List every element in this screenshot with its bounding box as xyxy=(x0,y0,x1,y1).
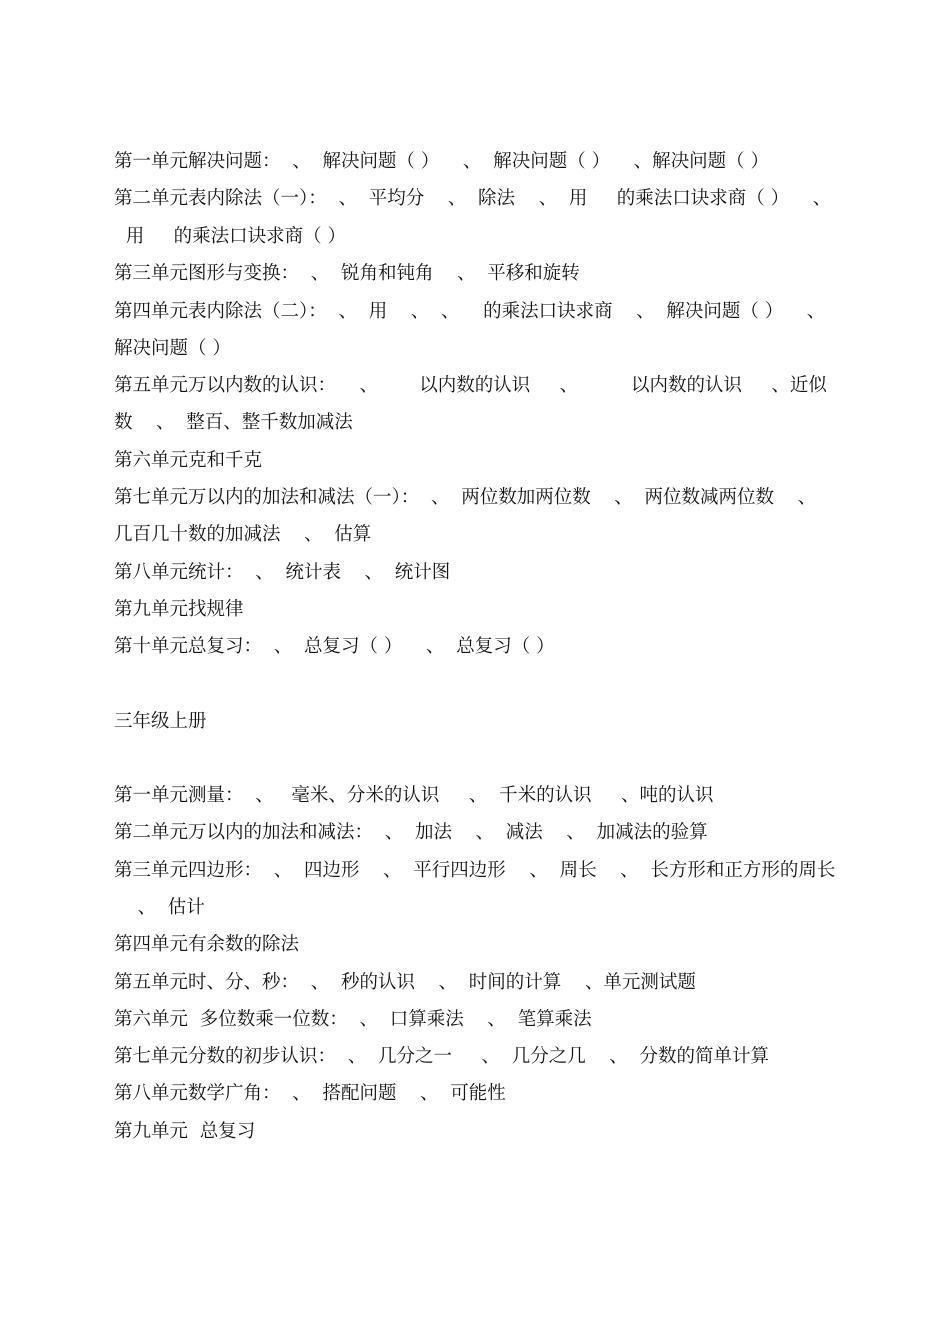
grade2-unit-6: 第六单元克和千克 xyxy=(114,450,263,471)
grade3-unit-4: 第四单元有余数的除法 xyxy=(114,934,300,955)
grade3-heading: 三年级上册 xyxy=(114,711,207,732)
grade2-unit-4-cont: 解决问题（ ） xyxy=(114,338,231,359)
grade2-unit-3: 第三单元图形与变换： 、 锐角和钝角 、 平移和旋转 xyxy=(114,263,580,284)
grade3-unit-7: 第七单元分数的初步认识： 、 几分之一 、 几分之几 、 分数的简单计算 xyxy=(114,1046,769,1067)
grade2-unit-4: 第四单元表内除法（二）： 、 用 、 、 的乘法口诀求商 、 解决问题（ ） 、 xyxy=(114,301,826,322)
grade2-unit-1: 第一单元解决问题： 、 解决问题（ ） 、 解决问题（ ） 、解决问题（ ） xyxy=(114,151,769,172)
grade2-unit-8: 第八单元统计： 、 统计表 、 统计图 xyxy=(114,562,451,583)
grade2-unit-9: 第九单元找规律 xyxy=(114,599,244,620)
grade3-unit-6: 第六单元 多位数乘一位数： 、 口算乘法 、 笔算乘法 xyxy=(114,1009,592,1030)
grade3-unit-8: 第八单元数学广角： 、 搭配问题 、 可能性 xyxy=(114,1083,506,1104)
grade3-unit-9: 第九单元 总复习 xyxy=(114,1121,256,1142)
grade2-unit-7: 第七单元万以内的加法和减法（一）： 、 两位数加两位数 、 两位数减两位数 、 xyxy=(114,487,817,508)
grade3-unit-5: 第五单元时、分、秒： 、 秒的认识 、 时间的计算 、单元测试题 xyxy=(114,972,696,993)
grade2-unit-2-cont: 用 的乘法口诀求商（ ） xyxy=(114,226,347,247)
grade3-unit-3: 第三单元四边形： 、 四边形 、 平行四边形 、 周长 、 长方形和正方形的周长 xyxy=(114,860,836,881)
grade3-unit-3-cont: 、 估计 xyxy=(114,897,205,918)
grade3-unit-1: 第一单元测量： 、 毫米、分米的认识 、 千米的认识 、吨的认识 xyxy=(114,785,714,806)
grade2-unit-10: 第十单元总复习： 、 总复习（ ） 、 总复习（ ） xyxy=(114,636,555,657)
grade2-unit-5: 第五单元万以内数的认识： 、 以内数的认识 、 以内数的认识 、近似 xyxy=(114,375,827,396)
grade2-unit-2: 第二单元表内除法（一）： 、 平均分 、 除法 、 用 的乘法口诀求商（ ） 、 xyxy=(114,188,832,209)
grade3-unit-2: 第二单元万以内的加法和减法： 、 加法 、 减法 、 加减法的验算 xyxy=(114,822,708,843)
grade2-unit-7-cont: 几百几十数的加减法 、 估算 xyxy=(114,524,372,545)
grade2-unit-5-cont: 数 、 整百、整千数加减法 xyxy=(114,412,353,433)
